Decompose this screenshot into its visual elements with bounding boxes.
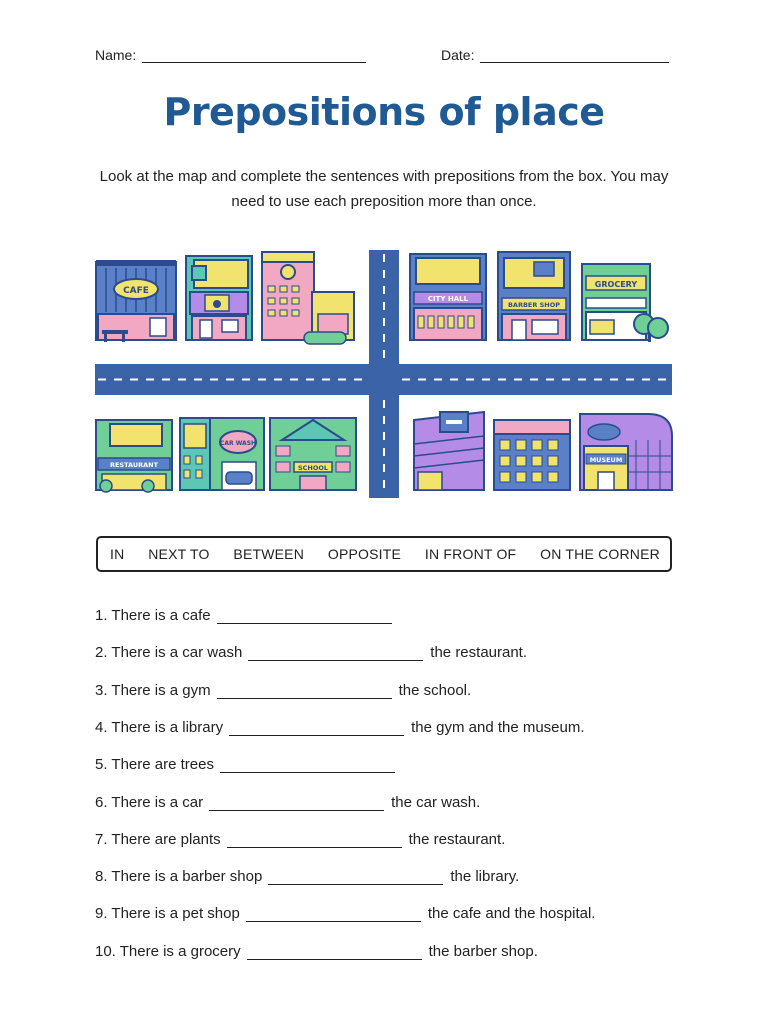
sentence-1 bbox=[95, 602, 399, 624]
word-on-the-corner: ON THE CORNER bbox=[540, 546, 660, 562]
barber-shop-building bbox=[498, 252, 570, 340]
sentence-6-end: the car wash. bbox=[391, 794, 481, 811]
sentence-9-text: 9. There is a pet shop bbox=[95, 905, 240, 922]
sentence-7-blank[interactable] bbox=[227, 830, 402, 848]
name-field[interactable] bbox=[95, 47, 366, 63]
car-wash-sign: CAR WASH bbox=[219, 440, 257, 447]
name-label: Name: bbox=[95, 47, 137, 63]
sentence-9-blank[interactable] bbox=[246, 904, 421, 922]
city-hall-sign: CITY HALL bbox=[427, 295, 469, 303]
sentence-8-text: 8. There is a barber shop bbox=[95, 868, 263, 885]
restaurant-sign: RESTAURANT bbox=[109, 461, 159, 469]
sentence-9 bbox=[95, 900, 595, 922]
sentence-3 bbox=[95, 677, 471, 699]
school-building bbox=[270, 418, 356, 490]
sentence-9-end: the cafe and the hospital. bbox=[427, 905, 596, 922]
sentence-5-text: 5. There are trees bbox=[95, 756, 214, 773]
sentence-8-blank[interactable] bbox=[268, 867, 443, 885]
town-map bbox=[88, 240, 680, 510]
sentence-1-text: 1. There is a cafe bbox=[95, 607, 211, 624]
sentence-5-blank[interactable] bbox=[220, 755, 395, 773]
sentence-6 bbox=[95, 789, 480, 811]
school-sign: SCHOOL bbox=[297, 464, 329, 472]
gym-building bbox=[414, 412, 484, 490]
word-in: IN bbox=[110, 546, 125, 562]
word-next-to: NEXT TO bbox=[148, 546, 210, 562]
name-input-line[interactable] bbox=[142, 47, 366, 63]
date-label: Date: bbox=[441, 47, 475, 63]
sentence-10 bbox=[95, 938, 538, 960]
word-between: BETWEEN bbox=[233, 546, 305, 562]
sentence-2-end: the restaurant. bbox=[430, 644, 528, 661]
museum-building bbox=[580, 414, 672, 490]
cafe-building bbox=[96, 260, 176, 342]
word-in-front-of: IN FRONT OF bbox=[424, 546, 517, 562]
sentence-6-blank[interactable] bbox=[209, 793, 384, 811]
sentence-7-text: 7. There are plants bbox=[95, 831, 221, 848]
cafe-sign: CAFE bbox=[123, 286, 149, 296]
city-hall-building bbox=[410, 254, 486, 340]
grocery-sign: GROCERY bbox=[594, 280, 638, 289]
date-field[interactable] bbox=[441, 47, 669, 63]
sentence-3-end: the school. bbox=[398, 682, 472, 699]
hospital-building bbox=[262, 252, 354, 344]
sentence-6-text: 6. There is a car bbox=[95, 794, 204, 811]
sentence-2 bbox=[95, 639, 527, 661]
sentence-4-end: the gym and the museum. bbox=[411, 719, 585, 736]
grocery-building bbox=[582, 264, 668, 342]
restaurant-building bbox=[96, 420, 172, 492]
sentence-4 bbox=[95, 714, 585, 736]
sentence-7 bbox=[95, 826, 505, 848]
museum-sign: MUSEUM bbox=[589, 456, 623, 464]
sentence-4-text: 4. There is a library bbox=[95, 719, 224, 736]
sentence-3-blank[interactable] bbox=[217, 681, 392, 699]
sentence-2-blank[interactable] bbox=[248, 643, 423, 661]
sentence-5 bbox=[95, 751, 402, 773]
sentence-7-end: the restaurant. bbox=[408, 831, 506, 848]
sentence-1-blank[interactable] bbox=[217, 606, 392, 624]
word-opposite: OPPOSITE bbox=[327, 546, 402, 562]
sentence-2-text: 2. There is a car wash bbox=[95, 644, 243, 661]
sentence-3-text: 3. There is a gym bbox=[95, 682, 211, 699]
sentence-8-end: the library. bbox=[450, 868, 520, 885]
sentence-4-blank[interactable] bbox=[229, 718, 404, 736]
pet-shop-building bbox=[186, 256, 252, 340]
instructions: Look at the map and complete the sentences with prepositions from the box. You may need to use each preposition more than once. bbox=[99, 168, 669, 210]
sentence-10-blank[interactable] bbox=[247, 942, 422, 960]
sentence-10-end: the barber shop. bbox=[428, 943, 538, 960]
library-building bbox=[494, 420, 570, 490]
page-title: Prepositions of place bbox=[163, 90, 605, 134]
sentence-8 bbox=[95, 863, 519, 885]
sentence-10-text: 10. There is a grocery bbox=[95, 943, 241, 960]
car-wash-building bbox=[180, 418, 264, 490]
preposition-word-box bbox=[96, 536, 672, 572]
header-fields bbox=[0, 47, 768, 67]
date-input-line[interactable] bbox=[480, 47, 669, 63]
barber-shop-sign: BARBER SHOP bbox=[507, 301, 561, 309]
